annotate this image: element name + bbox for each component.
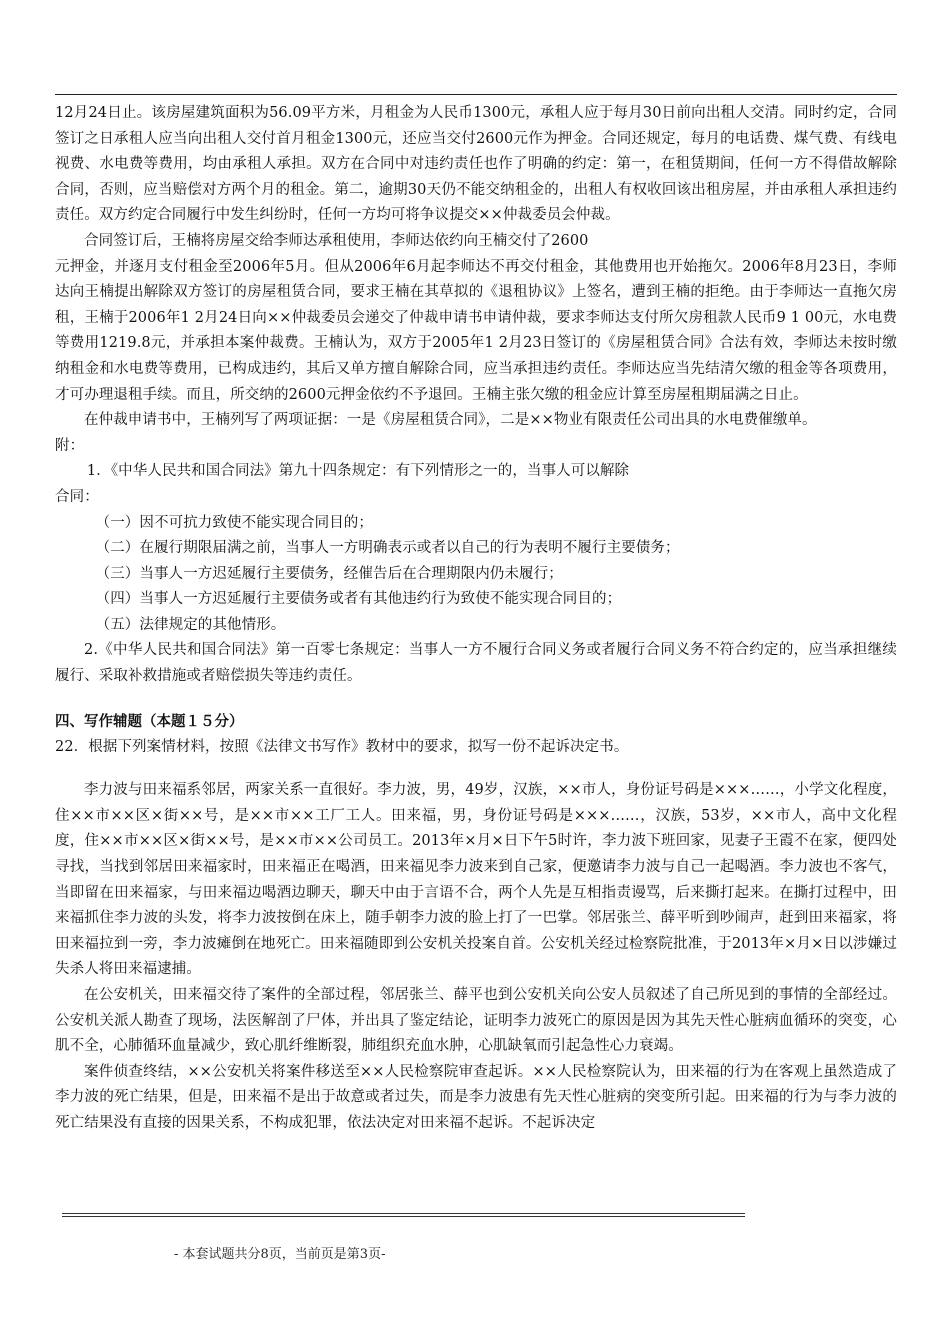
case-paragraph-continued: 12月24日止。该房屋建筑面积为56.09平方米，月租金为人民币1300元，承租人应于每月30日前向出租人交清。同时约定，合同签订之日承租人应当向出租人交付首月租金1300元，还应当交付2600元作为押金。合同还规定，每月的电话费、煤气费、有线电视费、水电费等费用，均由承租人承担。双方在合同中对违约责任也作了明确的约定：第一，在租赁期间，任何一方不得借故解除合同，否则，应当赔偿对方两个月的租金。第二，逾期30天仍不能交纳租金的，出租人有权收回该出租房屋，并由承租人承担违约责任。双方约定合同履行中发生纠纷时，任何一方均可将争议提交××仲裁委员会仲裁。: [55, 105, 897, 224]
case-material-paragraph-1: 李力波与田来福系邻居，两家关系一直很好。李力波，男，49岁，汉族，××市人，身份证号码是×××……，小学文化程度，住××市××区×街××号，是××市××工厂工人。田来福，男，身份证号码是×××……，汉族，53岁，××市人，高中文化程度，住××市××区×街××号，是××市××公司员工。2013年×月×日下午5时许，李力波下班回家，见妻子王霞不在家，便四处寻找，当找到邻居田来福家时，田来福正在喝酒，田来福见李力波来到自己家，便邀请李力波与自己一起喝酒。李力波也不客气，当即留在田来福家，与田来福边喝酒边聊天，聊天中由于言语不合，两个人先是互相指责谩骂，后来撕打起来。在撕打过程中，田来福抓住李力波的头发，将李力波按倒在床上，随手朝李力波的脸上打了一巴掌。邻居张兰、薛平听到吵闹声，赶到田来福家，将田来福拉到一旁，李力波瘫倒在地死亡。田来福随即到公安机关投案自首。公安机关经过检察院批准，于2013年×月×日以涉嫌过失杀人将田来福逮捕。: [55, 782, 897, 978]
law-1-item: （一）因不可抗力致使不能实现合同目的；: [95, 514, 373, 531]
page-number-info: - 本套试题共分8页，当前页是第3页-: [174, 1247, 386, 1262]
law-1-item: （二）在履行期限届满之前，当事人一方明确表示或者以自己的行为表明不履行主要债务；: [95, 540, 680, 557]
law-1-heading-tail: 合同：: [55, 488, 99, 505]
case-paragraph-2b: 元押金，并逐月支付租金至2006年5月。但从2006年6月起李师达不再交付租金，其他费用也开始拖欠。2006年8月23日，李师达向王楠提出解除双方签订的房屋租赁合同，要求王楠在其草拟的《退租协议》上签名，遭到王楠的拒绝。由于李师达一直拖欠房租，王楠于2006年1 2月24日向××仲裁委员会递交了仲裁申请书申请仲裁，要求李师达支付所欠房租款人民币9 1 00元，水电费等费用1219.8元，并承担本案仲裁费。王楠认为，双方于2005年1 2月23日签订的《房屋租赁合同》合法有效，李师达未按时缴纳租金和水电费等费用，已构成违约，其后又单方擅自解除合同，应当承担违约责任。李师达应当先结清欠缴的租金等各项费用，才可办理退租手续。而且，所交纳的2600元押金依约不予退回。王楠主张欠缴的租金应计算至房屋租期届满之日止。: [55, 258, 897, 403]
evidence-paragraph: 在仲裁申请书中，王楠列写了两项证据：一是《房屋租赁合同》，二是××物业有限责任公司出具的水电费催缴单。: [84, 412, 817, 429]
case-material-paragraph-3: 案件侦查终结，××公安机关将案件移送至××人民检察院审查起诉。××人民检察院认为，田来福的行为在客观上虽然造成了李力波的死亡结果，但是，田来福不是出于故意或者过失，而是李力波患有先天性心脏病的突变所引起。田来福的行为与李力波的死亡结果没有直接的因果关系，不构成犯罪，依法决定对田来福不起诉。不起诉决定: [55, 1063, 897, 1131]
law-1-item: （四）当事人一方迟延履行主要债务或者有其他违约行为致使不能实现合同目的；: [95, 591, 622, 608]
case-paragraph-2a: 合同签订后，王楠将房屋交给李师达承租使用，李师达依约向王楠交付了2600: [84, 232, 589, 249]
bottom-divider: [62, 1213, 745, 1219]
question-22: 22．根据下列案情材料，按照《法律文书写作》教材中的要求，拟写一份不起诉决定书。: [55, 738, 629, 755]
law-2: 2.《中华人民共和国合同法》第一百零七条规定：当事人一方不履行合同义务或者履行合同义务不符合约定的，应当承担继续履行、采取补救措施或者赔偿损失等违约责任。: [55, 642, 897, 685]
law-1-item: （三）当事人一方迟延履行主要债务，经催告后在合理期限内仍未履行；: [95, 565, 563, 582]
law-1-heading: 1．《中华人民共和国合同法》第九十四条规定：有下列情形之一的，当事人可以解除: [86, 463, 630, 480]
section-4-title: 四、写作辅题（本题１５分）: [55, 713, 244, 730]
page-body: [55, 94, 897, 1137]
top-divider: [55, 94, 897, 95]
appendix-label: 附：: [55, 437, 85, 454]
law-1-item: （五）法律规定的其他情形。: [95, 616, 286, 633]
case-material-paragraph-2: 在公安机关，田来福交待了案件的全部过程，邻居张兰、薛平也到公安机关向公安人员叙述了自己所见到的事情的全部经过。公安机关派人勘查了现场，法医解剖了尸体，并出具了鉴定结论，证明李力波死亡的原因是因为其先天性心脏病血循环的突变，心肌不全，心肺循环血量减少，致心肌纤维断裂，肺组织充血水肿，心肌缺氧而引起急性心力衰竭。: [55, 987, 897, 1055]
